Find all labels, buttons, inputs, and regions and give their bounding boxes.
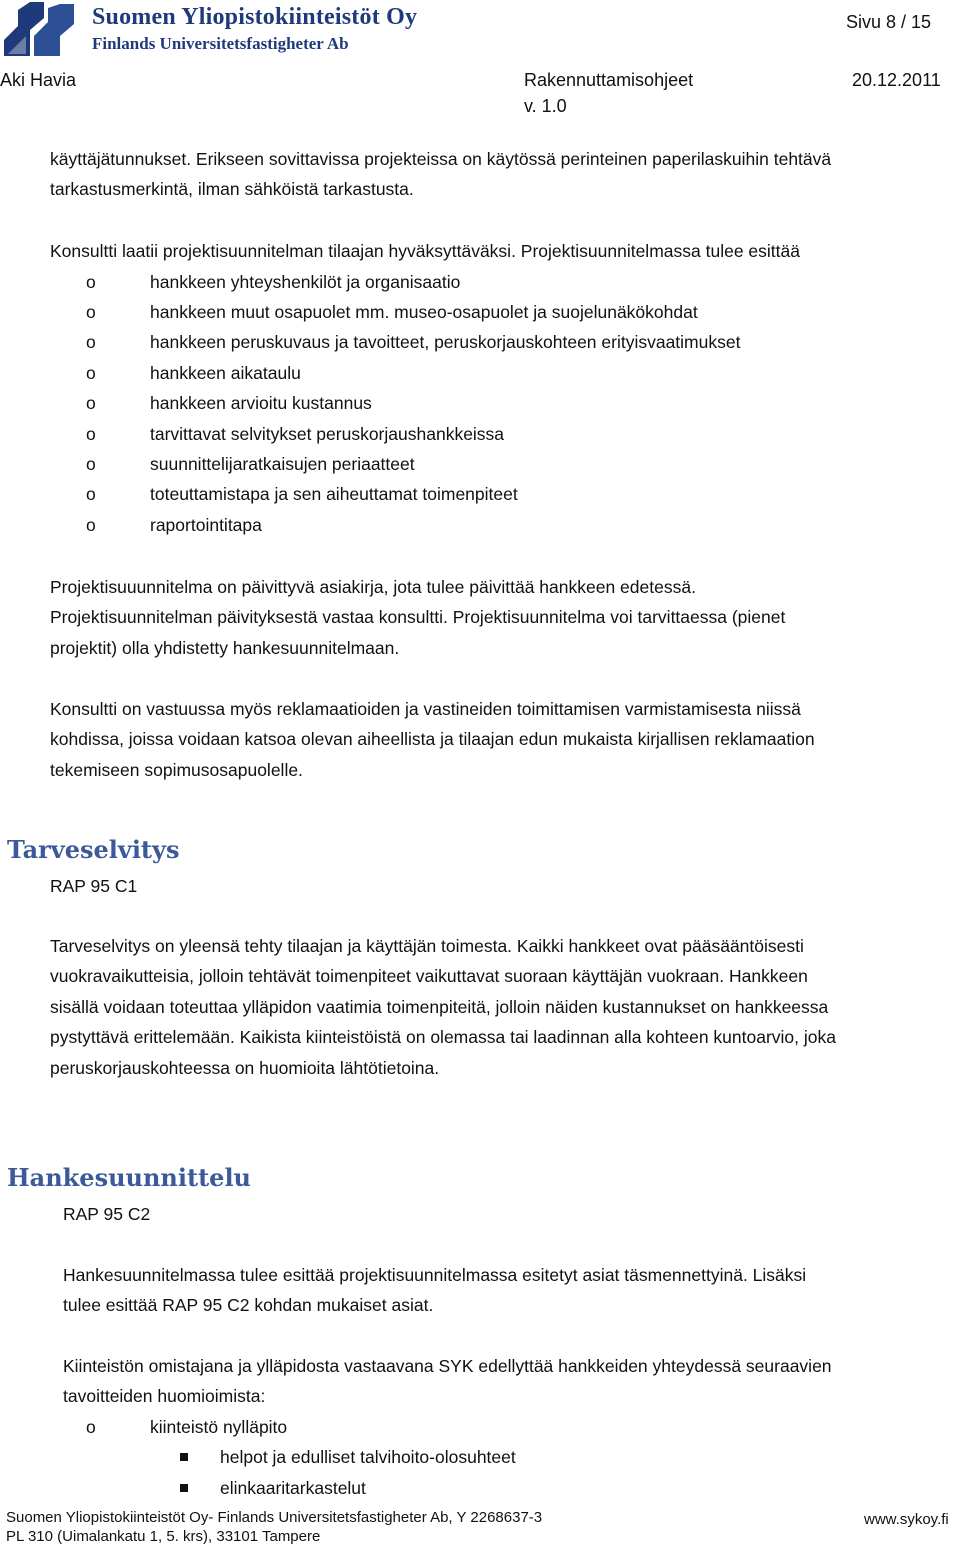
paragraph-line: Konsultti laatii projektisuunnitelman tilaajan hyväksyttäväksi. Projektisuunnitelmassa tulee esittää [50,241,800,261]
footer-website-link[interactable]: www.sykoy.fi [864,1511,949,1528]
bullet-marker: o [86,393,96,413]
footer-company: Suomen Yliopistokiinteistöt Oy- Finlands Universitetsfastigheter Ab, Y 2268637-3 [6,1509,543,1526]
rap-code: RAP 95 C1 [50,876,138,896]
org-name-swedish: Finlands Universitetsfastigheter Ab [92,34,349,53]
paragraph-line: Kiinteistön omistajana ja ylläpidosta vastaavana SYK edellyttää hankkeiden yhteydessä seuraavien [63,1356,832,1376]
bullet-marker: o [86,363,96,383]
bullet-marker: o [86,424,96,444]
paragraph-line: vuokravaikutteisia, jolloin tehtävät toimenpiteet vaikuttavat suoraan käyttäjän vuokraan. Hankkeen [50,966,808,986]
bullet-marker: o [86,454,96,474]
bullet-marker: o [86,1417,96,1437]
syk-logo [0,0,80,60]
paragraph-line: Konsultti on vastuussa myös reklamaatioiden ja vastineiden toimittamisen varmistamisesta niissä [50,699,801,719]
org-name-finnish: Suomen Yliopistokiinteistöt Oy [92,4,418,30]
section-heading-hankesuunnittelu: Hankesuunnittelu [7,1163,252,1192]
bullet-marker: o [86,484,96,504]
paragraph-line: projektit) olla yhdistetty hankesuunnitelmaan. [50,638,400,658]
bullet-marker: o [86,332,96,352]
rap-code: RAP 95 C2 [63,1204,151,1224]
paragraph-line: Projektisuuunnitelma on päivittyvä asiakirja, jota tulee päivittää hankkeen edetessä. [50,577,696,597]
paragraph-line: kohdissa, joissa voidaan katsoa olevan aiheellista ja tilaajan edun mukaista kirjallisen reklamaation [50,729,815,749]
page-number: Sivu 8 / 15 [846,12,932,32]
author: Aki Havia [0,70,77,90]
section-heading-tarveselvitys: Tarveselvitys [7,835,180,864]
paragraph-line: Tarveselvitys on yleensä tehty tilaajan ja käyttäjän toimesta. Kaikki hankkeet ovat pääsääntöisesti [50,936,804,956]
paragraph-line: käyttäjätunnukset. Erikseen sovittavissa projekteissa on käytössä perinteinen paperilaskuihin tehtävä [50,149,832,169]
paragraph-line: Hankesuunnitelmassa tulee esittää projektisuunnitelmassa esitetyt asiat täsmennettyinä. Lisäksi [63,1265,807,1285]
document-version: v. 1.0 [524,96,567,116]
footer-address: PL 310 (Uimalankatu 1, 5. krs), 33101 Tampere [6,1528,321,1545]
bullet-marker: o [86,272,96,292]
paragraph-line: tavoitteiden huomioimista: [63,1386,266,1406]
paragraph-line: pystyttävä erittelemään. Kaikista kiinteistöistä on olemassa tai laadinnan alla kohteen kuntoarvio, joka [50,1027,836,1047]
bullet-marker: o [86,302,96,322]
paragraph-line: sisällä voidaan toteuttaa ylläpidon vaatimia toimenpiteitä, jolloin näiden kustannukset on hankkeessa [50,997,829,1017]
document-date: 20.12.2011 [852,70,941,90]
square-bullet-icon [180,1453,188,1461]
document-title: Rakennuttamisohjeet [524,70,694,90]
paragraph-line: tulee esittää RAP 95 C2 kohdan mukaiset asiat. [63,1295,434,1315]
paragraph-line: Projektisuunnitelman päivityksestä vastaa konsultti. Projektisuunnitelma voi tarvittaessa (pienet [50,607,786,627]
bullet-marker: o [86,515,96,535]
square-bullet-icon [180,1484,188,1492]
paragraph-line: peruskorjauskohteessa on huomioita lähtötietoina. [50,1058,440,1078]
paragraph-line: tarkastusmerkintä, ilman sähköistä tarkastusta. [50,179,414,199]
paragraph-line: tekemiseen sopimusosapuolelle. [50,760,303,780]
